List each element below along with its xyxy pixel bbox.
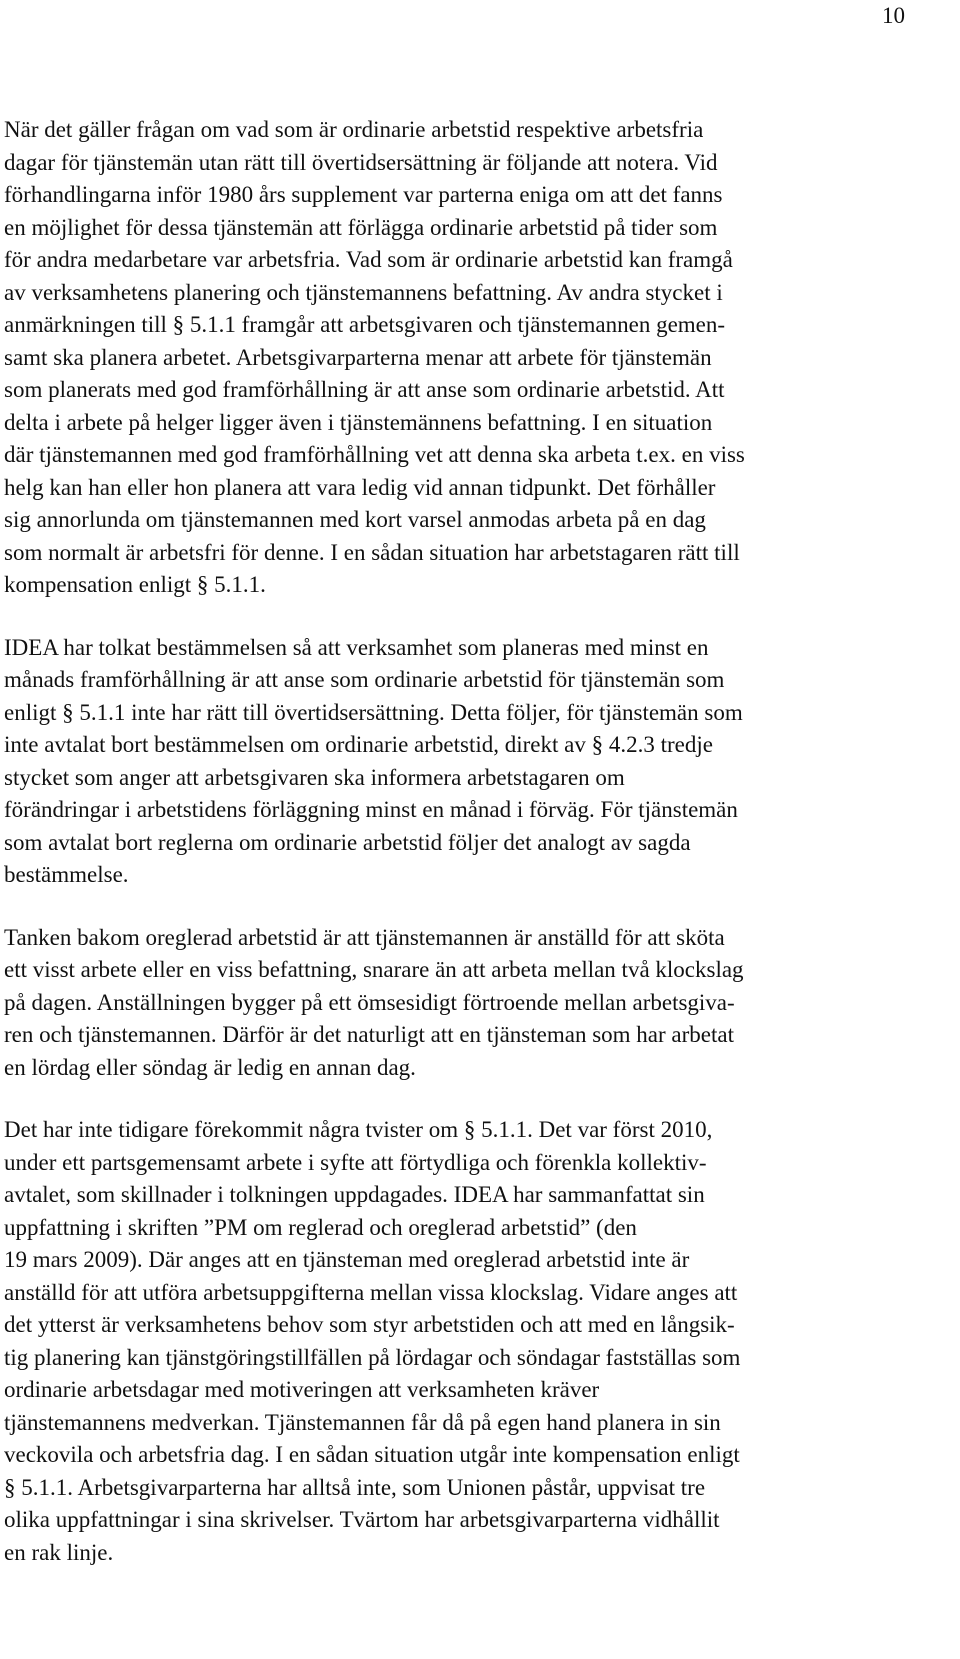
- text-line: delta i arbete på helger ligger även i tjänstemännens befattning. I en situation: [4, 409, 713, 435]
- text-line: samt ska planera arbetet. Arbetsgivarparterna menar att arbete för tjänstemän: [4, 344, 712, 370]
- text-line: tig planering kan tjänstgöringstillfällen på lördagar och söndagar fastställas som: [4, 1344, 741, 1370]
- text-line: inte avtalat bort bestämmelsen om ordinarie arbetstid, direkt av § 4.2.3 tredje: [4, 732, 713, 757]
- body-text: [4, 114, 924, 1569]
- text-line: anmärkningen till § 5.1.1 framgår att arbetsgivaren och tjänstemannen gemen-: [4, 312, 726, 337]
- text-line: en rak linje.: [4, 1539, 114, 1565]
- text-line: förhandlingarna inför 1980 års supplement var parterna eniga om att det fanns: [4, 182, 723, 207]
- page-number: 10: [882, 3, 905, 28]
- text-line: veckovila och arbetsfria dag. I en sådan situation utgår inte kompensation enligt: [4, 1442, 740, 1467]
- text-line: av verksamhetens planering och tjänstemannens befattning. Av andra stycket i: [4, 279, 723, 305]
- text-line: IDEA har tolkat bestämmelsen så att verksamhet som planeras med minst en: [4, 634, 709, 660]
- text-line: en lördag eller söndag är ledig en annan dag.: [4, 1054, 416, 1080]
- text-line: Tanken bakom oreglerad arbetstid är att tjänstemannen är anställd för att sköta: [4, 924, 725, 950]
- text-line: som planerats med god framförhållning är att anse som ordinarie arbetstid. Att: [4, 377, 725, 402]
- text-line: för andra medarbetare var arbetsfria. Vad som är ordinarie arbetstid kan framgå: [4, 247, 733, 272]
- text-line: avtalet, som skillnader i tolkningen uppdagades. IDEA har sammanfattat sin: [4, 1182, 705, 1207]
- paragraph-2: [4, 632, 924, 892]
- text-line: kompensation enligt § 5.1.1.: [4, 572, 266, 597]
- text-line: som normalt är arbetsfri för denne. I en sådan situation har arbetstagaren rätt till: [4, 539, 740, 565]
- text-line: 19 mars 2009). Där anges att en tjänsteman med oreglerad arbetstid inte är: [4, 1247, 690, 1272]
- text-line: Det har inte tidigare förekommit några tvister om § 5.1.1. Det var först 2010,: [4, 1117, 713, 1142]
- text-line: anställd för att utföra arbetsuppgifterna mellan vissa klockslag. Vidare anges att: [4, 1279, 738, 1305]
- text-line: på dagen. Anställningen bygger på ett ömsesidigt förtroende mellan arbetsgiva-: [4, 989, 735, 1015]
- text-line: förändringar i arbetstidens förläggning minst en månad i förväg. För tjänstemän: [4, 797, 738, 822]
- text-line: enligt § 5.1.1 inte har rätt till övertidsersättning. Detta följer, för tjänstemän som: [4, 699, 743, 725]
- text-line: sig annorlunda om tjänstemannen med kort varsel anmodas arbeta på en dag: [4, 507, 706, 532]
- text-line: där tjänstemannen med god framförhållning vet att denna ska arbeta t.ex. en viss: [4, 442, 745, 467]
- text-line: en möjlighet för dessa tjänstemän att förlägga ordinarie arbetstid på tider som: [4, 214, 718, 240]
- text-line: helg kan han eller hon planera att vara ledig vid annan tidpunkt. Det förhåller: [4, 474, 716, 500]
- text-line: under ett partsgemensamt arbete i syfte att förtydliga och förenkla kollektiv-: [4, 1149, 707, 1175]
- text-line: uppfattning i skriften ”PM om reglerad och oreglerad arbetstid” (den: [4, 1214, 637, 1240]
- text-line: tjänstemannens medverkan. Tjänstemannen får då på egen hand planera in sin: [4, 1409, 721, 1435]
- paragraph-4: [4, 1114, 924, 1569]
- text-line: stycket som anger att arbetsgivaren ska informera arbetstagaren om: [4, 764, 625, 790]
- text-line: § 5.1.1. Arbetsgivarparterna har alltså inte, som Unionen påstår, uppvisat tre: [4, 1474, 706, 1500]
- text-line: månads framförhållning är att anse som ordinarie arbetstid för tjänstemän som: [4, 667, 725, 692]
- text-line: bestämmelse.: [4, 862, 129, 887]
- text-line: som avtalat bort reglerna om ordinarie arbetstid följer det analogt av sagda: [4, 829, 691, 855]
- text-line: dagar för tjänstemän utan rätt till övertidsersättning är följande att notera. Vid: [4, 149, 718, 175]
- text-line: ren och tjänstemannen. Därför är det naturligt att en tjänsteman som har arbetat: [4, 1022, 734, 1047]
- text-line: ett visst arbete eller en viss befattning, snarare än att arbeta mellan två klockslag: [4, 957, 744, 982]
- paragraph-1: [4, 114, 924, 602]
- text-line: olika uppfattningar i sina skrivelser. Tvärtom har arbetsgivarparterna vidhållit: [4, 1507, 720, 1532]
- paragraph-3: [4, 922, 924, 1085]
- text-line: ordinarie arbetsdagar med motiveringen att verksamheten kräver: [4, 1377, 600, 1402]
- text-line: det ytterst är verksamhetens behov som styr arbetstiden och att med en långsik-: [4, 1312, 735, 1337]
- text-line: När det gäller frågan om vad som är ordinarie arbetstid respektive arbetsfria: [4, 117, 704, 142]
